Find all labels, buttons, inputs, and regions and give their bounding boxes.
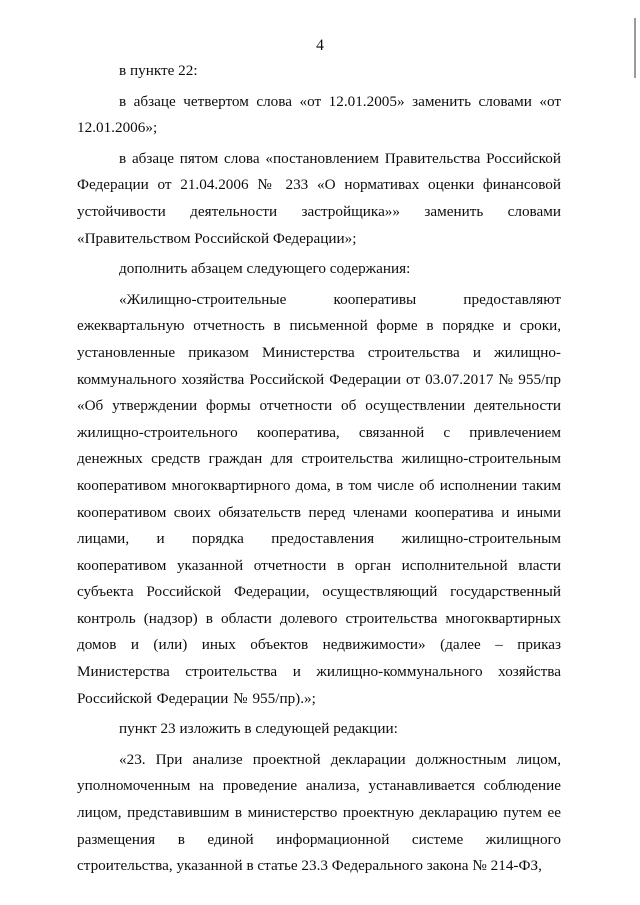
document-body xyxy=(77,58,561,880)
paragraph-fifth-abzats: в абзаце пятом слова «постановлением Правительства Российской Федерации от 21.04.2006 № 233 «О нормативах оценки финансовой устойчивости деятельности застройщика»» заменить словами «Правительством Российской Федерации»; xyxy=(77,149,561,247)
paragraph-point-23: пункт 23 изложить в следующей редакции: xyxy=(119,720,398,738)
paragraph-point-23-text: «23. При анализе проектной декларации должностным лицом, уполномоченным на проведение анализа, устанавливается соблюдение лицом, представившим в министерство проектную декларацию путем ее размещения в единой информационной системе жилищного строительства, указанной в статье 23.3 Федерального закона № 214-ФЗ, xyxy=(77,750,561,875)
paragraph-fourth-abzats: в абзаце четвертом слова «от 12.01.2005» заменить словами «от 12.01.2006»; xyxy=(77,92,561,137)
paragraph-cooperatives-quote: «Жилищно-строительные кооперативы предоставляют ежеквартальную отчетность в письменной форме в порядке и сроки, установленные приказом Министерства строительства и жилищно-коммунального хозяйства Российской Федерации от 03.07.2017 № 955/пр «Об утверждении формы отчетности об осуществлении деятельности жилищно-строительного кооператива, связанной с привлечением денежных средств граждан для строительства жилищно-строительным кооперативом многоквартирного дома, в том числе об исполнении таким кооперативом своих обязательств перед членами кооператива и иными лицами, и порядка предоставления жилищно-строительным кооперативом указанной отчетности в орган исполнительной власти субъекта Российской Федерации, осуществляющий государственный контроль (надзор) в области долевого строительства многоквартирных домов и (или) иных объектов недвижимости» (далее – приказ Министерства строительства и жилищно-коммунального хозяйства Российской Федерации № 955/пр).»; xyxy=(77,290,561,707)
paragraph-point-22: в пункте 22: xyxy=(119,62,198,79)
paragraph-add-abzats: дополнить абзацем следующего содержания: xyxy=(119,260,411,278)
page-number: 4 xyxy=(316,37,324,54)
